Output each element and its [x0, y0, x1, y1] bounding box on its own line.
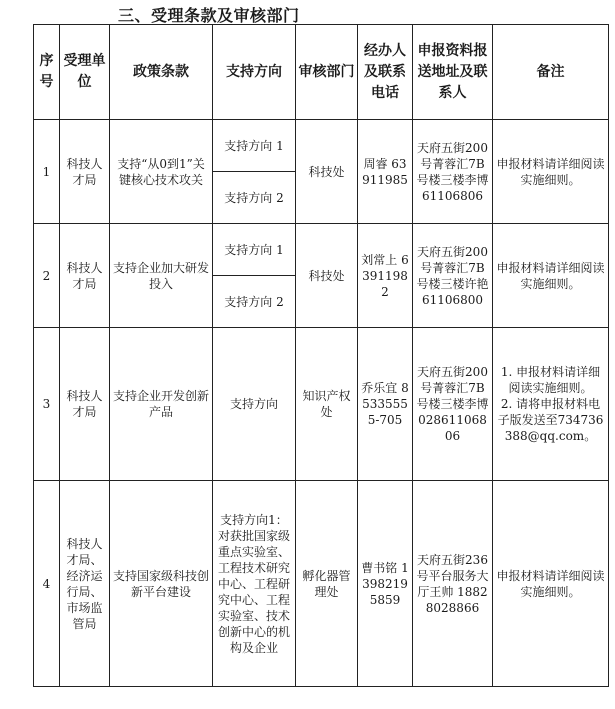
cell-direction: 支持方向 1 — [213, 224, 296, 276]
table-row — [34, 224, 609, 276]
cell-review: 孵化器管理处 — [296, 481, 358, 687]
cell-unit: 科技人才局 — [60, 224, 110, 328]
cell-address: 天府五街200号菁蓉汇7B号楼三楼许艳 61106800 — [413, 224, 493, 328]
section-title: 三、受理条款及审核部门 — [118, 6, 300, 25]
cell-remark: 申报材料请详细阅读实施细则。 — [493, 120, 609, 224]
table-row — [34, 328, 609, 481]
header-direction: 支持方向 — [213, 25, 296, 120]
cell-seq: 4 — [34, 481, 60, 687]
cell-address: 天府五街236号平台服务大厅王帅 18828028866 — [413, 481, 493, 687]
cell-remark: 申报材料请详细阅读实施细则。 — [493, 224, 609, 328]
header-remark: 备注 — [493, 25, 609, 120]
cell-contact: 周睿 63911985 — [358, 120, 413, 224]
cell-contact: 乔乐宜 85335555-705 — [358, 328, 413, 481]
cell-contact: 刘常上 63911982 — [358, 224, 413, 328]
cell-direction: 支持方向 — [213, 328, 296, 481]
remark-line: 1. 申报材料请详细阅读实施细则。 — [500, 365, 601, 395]
table-row — [34, 481, 609, 687]
cell-unit: 科技人才局、经济运行局、市场监管局 — [60, 481, 110, 687]
table-row — [34, 120, 609, 172]
remark-line: 2. 请将申报材料电子版发送至734736388@qq.com。 — [497, 397, 604, 443]
cell-address: 天府五街200号菁蓉汇7B号楼三楼李博 61106806 — [413, 120, 493, 224]
cell-seq: 2 — [34, 224, 60, 328]
cell-policy: 支持企业开发创新产品 — [110, 328, 213, 481]
cell-review: 科技处 — [296, 224, 358, 328]
cell-address: 天府五街200号菁蓉汇7B号楼三楼李博 02861106806 — [413, 328, 493, 481]
cell-review: 科技处 — [296, 120, 358, 224]
cell-direction: 支持方向 2 — [213, 276, 296, 328]
header-seq: 序号 — [34, 25, 60, 120]
cell-seq: 1 — [34, 120, 60, 224]
header-contact: 经办人及联系电话 — [358, 25, 413, 120]
cell-review: 知识产权处 — [296, 328, 358, 481]
cell-remark: 申报材料请详细阅读实施细则。 — [493, 481, 609, 687]
cell-policy: 支持国家级科技创新平台建设 — [110, 481, 213, 687]
cell-policy: 支持企业加大研发投入 — [110, 224, 213, 328]
header-address: 申报资料报送地址及联系人 — [413, 25, 493, 120]
header-row — [34, 25, 609, 120]
cell-remark — [493, 328, 609, 481]
header-policy: 政策条款 — [110, 25, 213, 120]
header-review: 审核部门 — [296, 25, 358, 120]
cell-direction: 支持方向 1 — [213, 120, 296, 172]
cell-unit: 科技人才局 — [60, 120, 110, 224]
policy-table — [33, 24, 609, 687]
cell-policy: 支持“从0到1”关键核心技术攻关 — [110, 120, 213, 224]
cell-unit: 科技人才局 — [60, 328, 110, 481]
cell-seq: 3 — [34, 328, 60, 481]
cell-direction: 支持方向1：对获批国家级重点实验室、工程技术研究中心、工程研究中心、工程实验室、技术创新中心的机构及企业 — [213, 481, 296, 687]
cell-direction: 支持方向 2 — [213, 172, 296, 224]
cell-contact: 曹书铭 13982195859 — [358, 481, 413, 687]
header-unit: 受理单位 — [60, 25, 110, 120]
